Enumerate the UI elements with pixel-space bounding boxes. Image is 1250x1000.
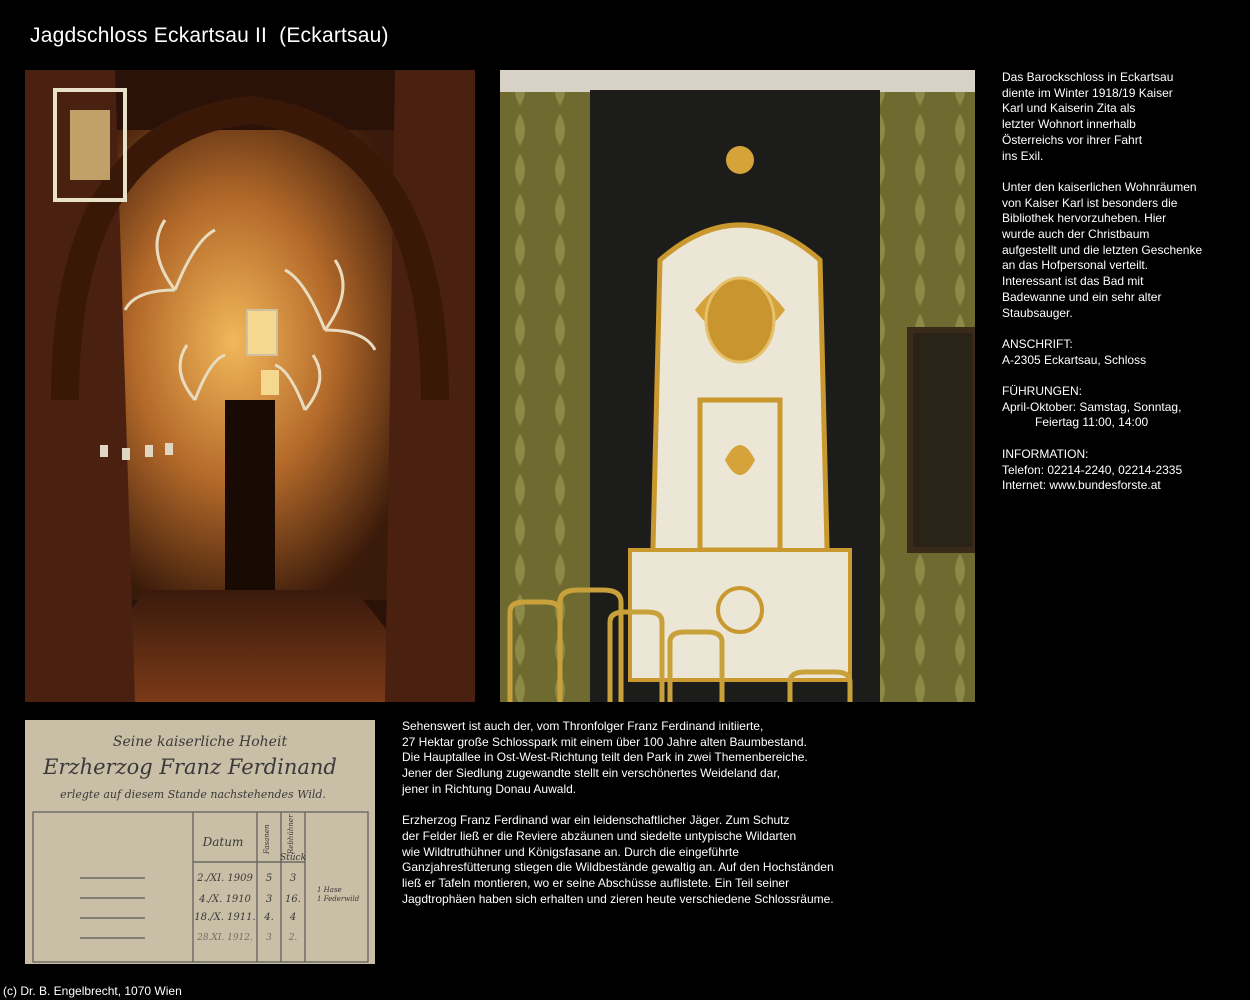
corridor-photo [25, 70, 475, 702]
tours-time: Feiertag 11:00, 14:00 [1035, 415, 1149, 430]
park-line: Sehenswert ist auch der, vom Thronfolger Franz Ferdinand initiierte, [402, 719, 764, 733]
info-block [1002, 447, 1242, 494]
park-paragraph [402, 719, 862, 798]
stove-photo [500, 70, 975, 702]
rooms-line: Unter den kaiserlichen Wohnräumen [1002, 179, 1197, 194]
park-line: Jener der Siedlung zugewandte stellt ein verschönertes Weideland dar, [402, 766, 781, 781]
rooms-line: von Kaiser Karl ist besonders die [1002, 195, 1178, 210]
plaque-line3: erlegte auf diesem Stande nachstehendes Wild. [60, 788, 326, 801]
intro-line: Karl und Kaiserin Zita als [1002, 101, 1136, 116]
rooms-paragraph [1002, 180, 1242, 321]
hunting-line: Ganzjahresfütterung stiegen die Wildbestände gewaltig an. Auf den Hochständen [402, 860, 834, 875]
plaque-col-unit: Stück [279, 853, 307, 863]
address-text: A-2305 Eckartsau, Schloss [1002, 352, 1147, 367]
intro-line: Österreichs vor ihrer Fahrt [1002, 132, 1143, 147]
tours-text: April-Oktober: Samstag, Sonntag, [1002, 399, 1182, 414]
plaque-note2: 1 Federwild [317, 895, 360, 903]
plaque-line2: Erzherzog Franz Ferdinand [43, 755, 337, 779]
copyright-footer: (c) Dr. B. Engelbrecht, 1070 Wien [3, 984, 182, 998]
intro-line: ins Exil. [1002, 148, 1044, 163]
park-line: Die Hauptallee in Ost-West-Richtung teilt den Park in zwei Themenbereiche. [402, 750, 808, 765]
plaque-row-date: 2./XI. 1909 [197, 873, 253, 884]
plaque-row-b: 2. [288, 933, 298, 943]
hunting-line: Jagdtrophäen haben sich erhalten und zieren heute verschiedene Schlossräume. [402, 891, 834, 906]
tours-block [1002, 384, 1242, 431]
intro-line: letzter Wohnort innerhalb [1002, 117, 1136, 132]
plaque-row-b: 4 [289, 912, 297, 923]
hunting-line: wie Wildtruthühner und Königsfasane an. Durch die eingeführte [402, 844, 739, 859]
hunting-line: Erzherzog Franz Ferdinand war ein leidenschaftlicher Jäger. Zum Schutz [402, 813, 790, 828]
plaque-line1: Seine kaiserliche Hoheit [112, 734, 288, 750]
plaque-row-a: 5 [265, 873, 273, 884]
plaque-row [198, 894, 301, 905]
page-title: Jagdschloss Eckartsau II (Eckartsau) [30, 24, 389, 47]
plaque-col-date: Datum [202, 835, 244, 849]
address-label: ANSCHRIFT: [1002, 336, 1073, 351]
plaque-row-b: 16. [285, 894, 301, 905]
info-sidebar [1002, 70, 1242, 510]
hunting-line: der Felder ließ er die Reviere abzäunen und siedelte untypische Wildarten [402, 828, 797, 843]
plaque-row-a: 4. [264, 912, 274, 923]
plaque-col-a: Fasanen [263, 824, 271, 854]
rooms-line: aufgestellt und die letzten Geschenke [1002, 242, 1203, 257]
plaque-col-b: Rebhühner [287, 814, 295, 854]
plaque-row-a: 3 [265, 894, 273, 905]
rooms-line: an das Hofpersonal verteilt. [1002, 258, 1149, 273]
hunting-paragraph [402, 813, 862, 907]
plaque-row-date: 28.XI. 1912. [197, 933, 253, 943]
hunting-line: ließ er Tafeln montieren, wo er seine Abschüsse auflistete. Ein Teil seiner [402, 876, 790, 891]
bottom-text [402, 719, 862, 923]
plaque-row-date: 18./X. 1911. [194, 912, 256, 923]
rooms-line: wurde auch der Christbaum [1002, 227, 1150, 242]
intro-line: Das Barockschloss in Eckartsau [1002, 70, 1174, 84]
plaque-note1: 1 Hase [317, 886, 342, 894]
address-block [1002, 337, 1242, 368]
plaque-row-a: 3 [266, 933, 272, 943]
rooms-line: Badewanne und ein sehr alter [1002, 289, 1162, 304]
tours-label: FÜHRUNGEN: [1002, 384, 1082, 399]
plaque-row-b: 3 [289, 873, 297, 884]
rooms-line: Interessant ist das Bad mit [1002, 274, 1144, 289]
park-line: jener in Richtung Donau Auwald. [402, 781, 577, 796]
rooms-line: Staubsauger. [1002, 305, 1073, 320]
internet-link[interactable]: Internet: www.bundesforste.at [1002, 478, 1161, 493]
rooms-line: Bibliothek hervorzuheben. Hier [1002, 211, 1167, 226]
plaque-photo [25, 720, 375, 964]
phone-text: Telefon: 02214-2240, 02214-2335 [1002, 462, 1183, 477]
intro-line: diente im Winter 1918/19 Kaiser [1002, 85, 1173, 100]
plaque-row-date: 4./X. 1910 [199, 894, 251, 905]
intro-paragraph [1002, 70, 1242, 164]
park-line: 27 Hektar große Schlosspark mit einem über 100 Jahre alten Baumbestand. [402, 734, 807, 749]
info-label: INFORMATION: [1002, 446, 1089, 461]
